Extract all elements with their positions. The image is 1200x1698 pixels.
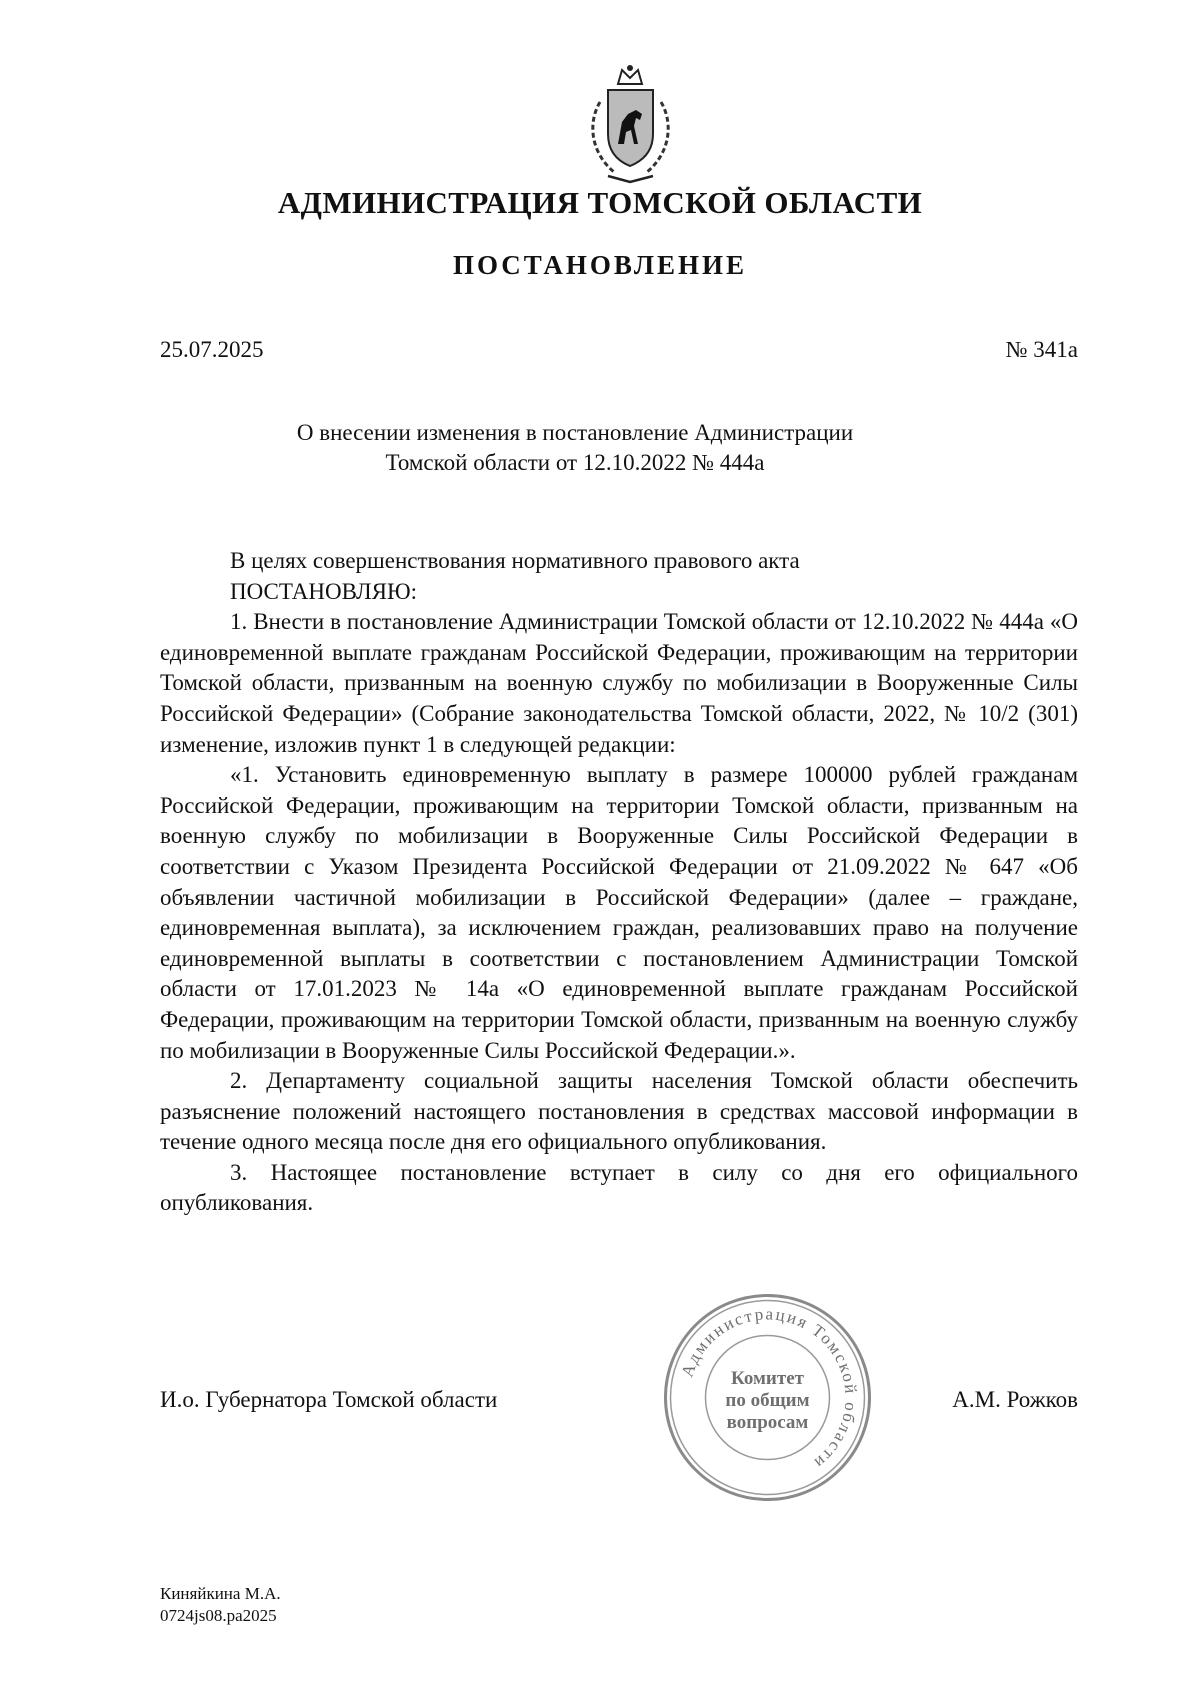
document-body xyxy=(160,546,1078,1219)
signer-position: И.о. Губернатора Томской области xyxy=(160,1387,498,1412)
resolve-heading: ПОСТАНОВЛЯЮ: xyxy=(230,578,418,604)
organization-title: АДМИНИСТРАЦИЯ ТОМСКОЙ ОБЛАСТИ xyxy=(277,185,923,220)
document-date: 25.07.2025 xyxy=(160,337,264,362)
document-subject xyxy=(250,418,900,478)
document-number: № 341а xyxy=(1005,337,1078,362)
item-1-paragraph: 1. Внести в постановление Администрации Томской области от 12.10.2022 № 444а «О единовременной выплате гражданам Российской Федерации, проживающим на территории Томской области, призванным на военную службу по мобилизации в Вооруженные Силы Российской Федерации» (Собрание законодательства Томской области, 2022, № 10/2 (301) изменение, изложив пункт 1 в следующей редакции: xyxy=(160,609,1078,757)
item-1-quote-paragraph: «1. Установить единовременную выплату в размере 100000 рублей гражданам Российской Федерации, проживающим на территории Томской области, призванным на военную службу по мобилизации в Вооруженные Силы Российской Федерации в соответствии с Указом Президента Российской Федерации от 21.09.2022 № 647 «Об объявлении частичной мобилизации в Российской Федерации» (далее – граждане, единовременная выплата), за исключением граждан, реализовавших право на получение единовременной выплаты в соответствии с постановлением Администрации Томской области от 17.01.2023 № 14а «О единовременной выплате гражданам Российской Федерации, проживающим на территории Томской области, призванным на военную службу по мобилизации в Вооруженные Силы Российской Федерации.». xyxy=(160,762,1078,1063)
stamp-ring-text: Администрация Томской области xyxy=(677,1304,861,1474)
stamp-center-text: вопросам xyxy=(726,1412,809,1433)
purpose-paragraph: В целях совершенствования нормативного правового акта xyxy=(230,548,800,573)
stamp-center-text: Комитет xyxy=(731,1368,804,1389)
subject-line: О внесении изменения в постановление Администрации xyxy=(296,420,854,445)
document-type-title: ПОСТАНОВЛЕНИЕ xyxy=(452,250,748,280)
subject-line: Томской области от 12.10.2022 № 444а xyxy=(385,450,765,475)
item-3-paragraph: 3. Настоящее постановление вступает в силу со дня его официального опубликования. xyxy=(160,1159,1078,1216)
item-2-paragraph: 2. Департаменту социальной защиты населения Томской области обеспечить разъяснение положений настоящего постановления в средствах массовой информации в течение одного месяца после дня его официального опубликования. xyxy=(160,1068,1078,1155)
stamp-center-text: по общим xyxy=(725,1390,810,1411)
executor-info xyxy=(160,1583,281,1627)
coat-of-arms-icon xyxy=(578,62,683,187)
executor-name: Киняйкина М.А. xyxy=(160,1584,281,1603)
official-stamp xyxy=(660,1290,875,1505)
document-file-code: 0724js08.ра2025 xyxy=(160,1606,277,1625)
signer-name: А.М. Рожков xyxy=(952,1387,1078,1412)
